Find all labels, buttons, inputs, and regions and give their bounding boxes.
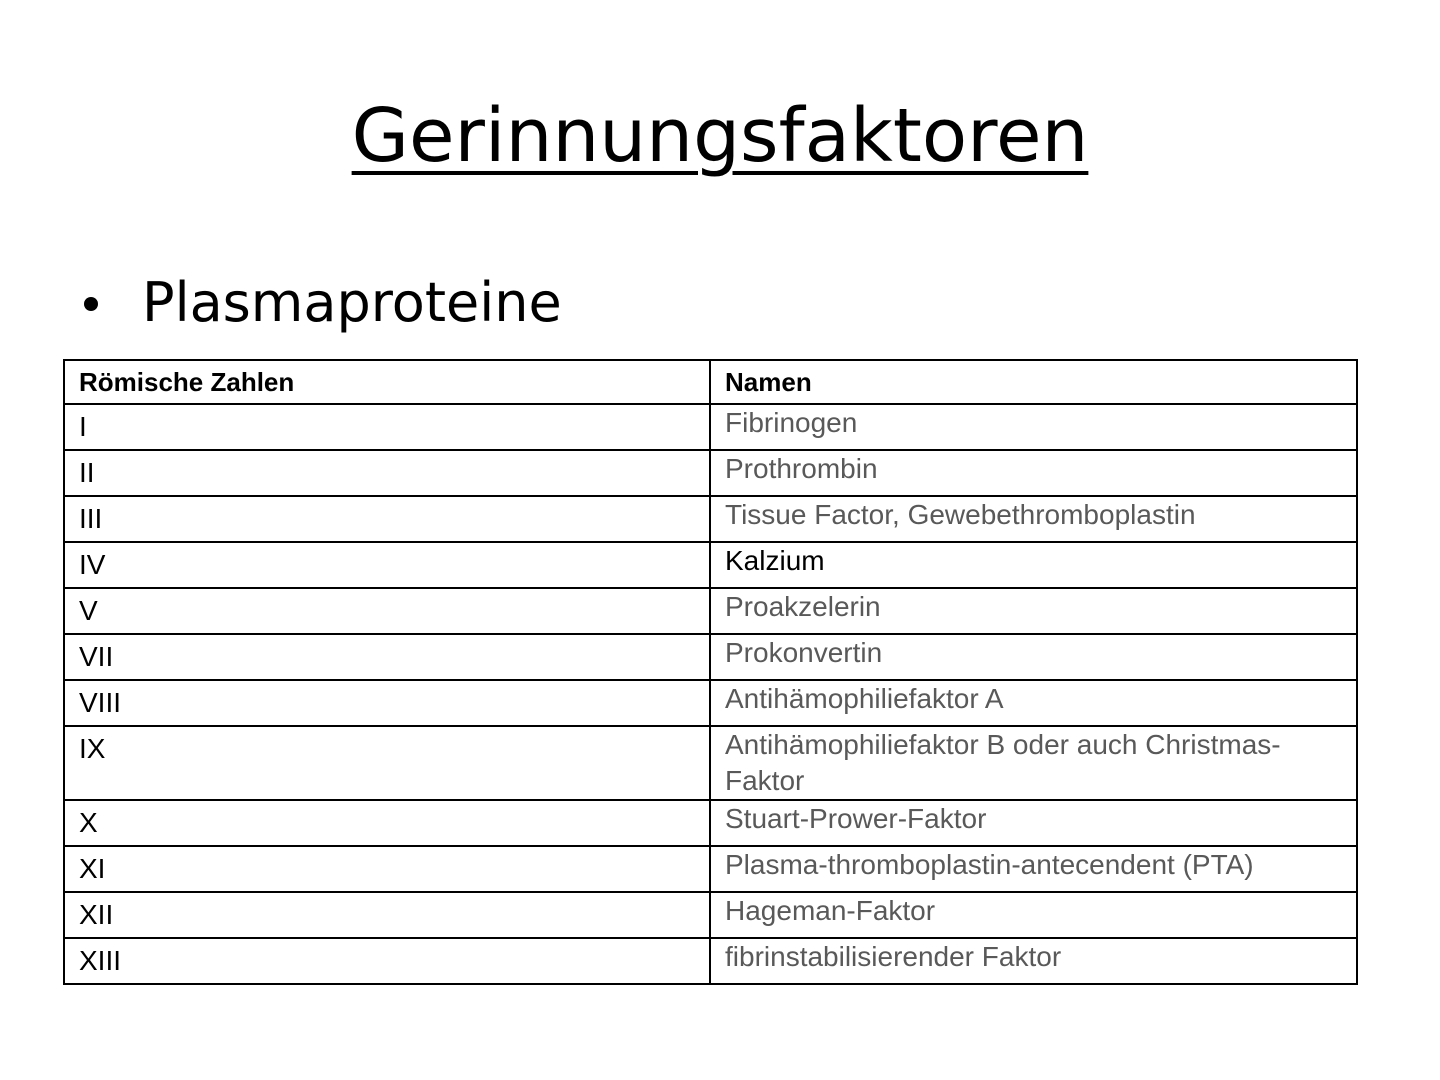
- table-row: [64, 542, 1357, 588]
- slide-title: [0, 86, 1440, 186]
- table-row: [64, 588, 1357, 634]
- bullet-text: Plasmaproteine: [142, 270, 562, 334]
- name-cell: Prokonvertin: [710, 634, 1357, 680]
- name-cell: Prothrombin: [710, 450, 1357, 496]
- table-row: [64, 496, 1357, 542]
- name-cell: Plasma-thromboplastin-antecendent (PTA): [710, 846, 1357, 892]
- name-cell: Antihämophiliefaktor A: [710, 680, 1357, 726]
- table-row: [64, 680, 1357, 726]
- name-cell: Antihämophiliefaktor B oder auch Christmas-Faktor: [710, 726, 1357, 800]
- factors-table: [63, 359, 1358, 985]
- roman-cell: X: [64, 800, 710, 846]
- table-row: [64, 800, 1357, 846]
- roman-cell: VII: [64, 634, 710, 680]
- roman-cell: XII: [64, 892, 710, 938]
- bullet-dot-icon: [84, 297, 98, 311]
- table-row: [64, 846, 1357, 892]
- name-cell: Fibrinogen: [710, 404, 1357, 450]
- roman-cell: II: [64, 450, 710, 496]
- roman-cell: VIII: [64, 680, 710, 726]
- table-row: [64, 892, 1357, 938]
- roman-cell: I: [64, 404, 710, 450]
- roman-cell: V: [64, 588, 710, 634]
- header-roman: Römische Zahlen: [64, 360, 710, 404]
- table-row: [64, 404, 1357, 450]
- table-row: [64, 938, 1357, 984]
- name-cell: Proakzelerin: [710, 588, 1357, 634]
- table-row: [64, 450, 1357, 496]
- header-name: Namen: [710, 360, 1357, 404]
- name-cell: Kalzium: [710, 542, 1357, 588]
- table-row: [64, 726, 1357, 800]
- roman-cell: IV: [64, 542, 710, 588]
- roman-cell: XI: [64, 846, 710, 892]
- name-cell: fibrinstabilisierender Faktor: [710, 938, 1357, 984]
- roman-cell: III: [64, 496, 710, 542]
- table-row: [64, 634, 1357, 680]
- name-cell: Stuart-Prower-Faktor: [710, 800, 1357, 846]
- slide-title-text: Gerinnungsfaktoren: [351, 93, 1089, 179]
- name-cell: Tissue Factor, Gewebethromboplastin: [710, 496, 1357, 542]
- table-header-row: [64, 360, 1357, 404]
- name-cell: Hageman-Faktor: [710, 892, 1357, 938]
- bullet-item: [84, 262, 562, 342]
- roman-cell: XIII: [64, 938, 710, 984]
- roman-cell: IX: [64, 726, 710, 800]
